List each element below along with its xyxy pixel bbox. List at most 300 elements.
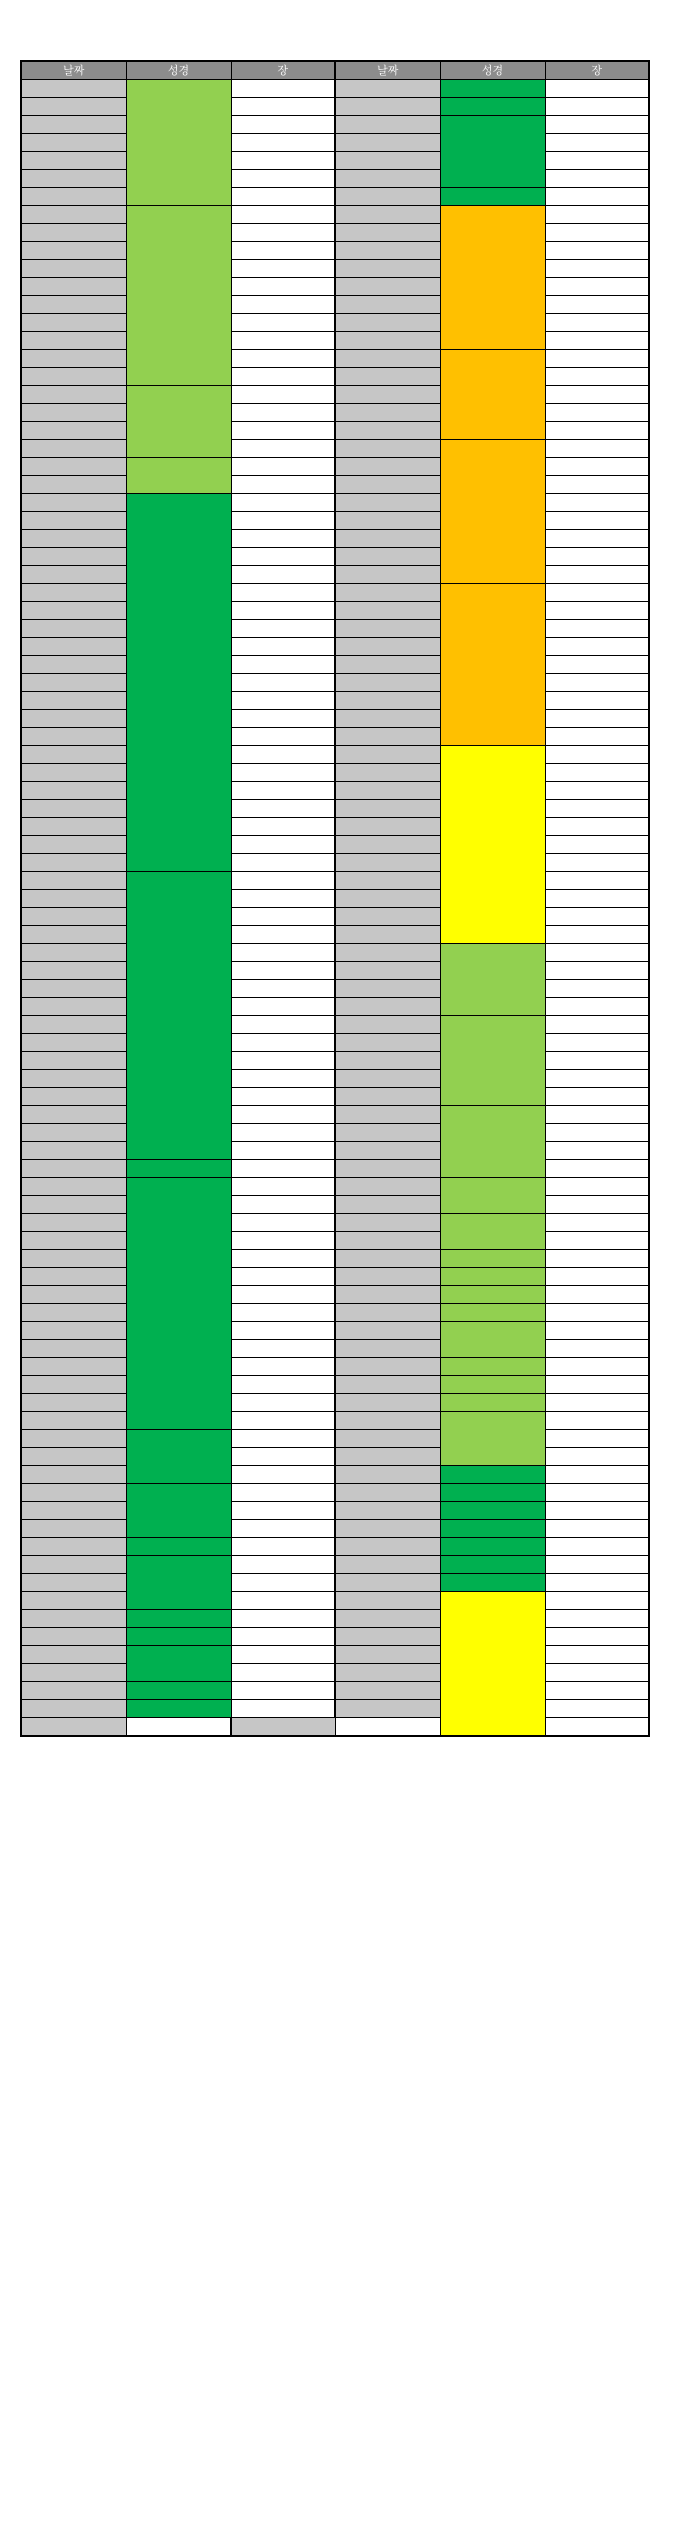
date-cell <box>21 1124 126 1142</box>
date-cell <box>335 1448 440 1466</box>
date-cell <box>335 836 440 854</box>
chapter-cell <box>545 1232 649 1250</box>
chapter-cell <box>545 1700 649 1718</box>
chapter-cell <box>545 422 649 440</box>
table-row <box>21 656 649 674</box>
date-cell <box>21 188 126 206</box>
date-cell <box>21 350 126 368</box>
date-cell <box>335 782 440 800</box>
date-cell <box>21 1538 126 1556</box>
chapter-cell <box>545 458 649 476</box>
table-row <box>21 1340 649 1358</box>
chapter-cell <box>231 656 335 674</box>
date-cell <box>21 962 126 980</box>
book-cell <box>126 872 231 1160</box>
book-cell <box>440 584 545 746</box>
chapter-cell <box>545 1142 649 1160</box>
date-cell <box>335 926 440 944</box>
chapter-cell <box>231 1628 335 1646</box>
date-cell <box>21 260 126 278</box>
chapter-cell <box>231 1520 335 1538</box>
date-cell <box>21 1574 126 1592</box>
chapter-cell <box>231 224 335 242</box>
book-cell <box>126 206 231 386</box>
date-cell <box>21 1214 126 1232</box>
table-row <box>21 1106 649 1124</box>
chapter-cell <box>231 1592 335 1610</box>
chapter-cell <box>545 710 649 728</box>
date-cell <box>231 1718 335 1737</box>
book-cell <box>126 80 231 206</box>
chapter-cell <box>231 116 335 134</box>
chapter-cell <box>545 1322 649 1340</box>
chapter-cell <box>545 476 649 494</box>
chapter-cell <box>231 476 335 494</box>
chapter-cell <box>231 764 335 782</box>
chapter-cell <box>545 1286 649 1304</box>
chapter-cell <box>231 1538 335 1556</box>
table-row <box>21 1178 649 1196</box>
date-cell <box>21 1358 126 1376</box>
table-row <box>21 1430 649 1448</box>
book-cell <box>440 746 545 944</box>
date-cell <box>21 368 126 386</box>
date-cell <box>335 1052 440 1070</box>
chapter-cell <box>231 404 335 422</box>
chapter-cell <box>231 458 335 476</box>
chapter-cell <box>545 386 649 404</box>
date-cell <box>21 1700 126 1718</box>
date-cell <box>21 1340 126 1358</box>
book-cell <box>440 1412 545 1466</box>
table-row <box>21 728 649 746</box>
book-cell <box>440 1484 545 1502</box>
chapter-cell <box>545 314 649 332</box>
chapter-cell <box>231 1574 335 1592</box>
chapter-cell <box>231 350 335 368</box>
date-cell <box>21 818 126 836</box>
book-cell <box>440 1376 545 1394</box>
date-cell <box>21 1178 126 1196</box>
chapter-cell <box>545 116 649 134</box>
date-cell <box>21 944 126 962</box>
chapter-cell <box>545 566 649 584</box>
chapter-cell <box>231 1664 335 1682</box>
chapter-cell <box>545 1304 649 1322</box>
chapter-cell <box>545 368 649 386</box>
table-row <box>21 116 649 134</box>
table-row <box>21 1448 649 1466</box>
book-cell <box>440 1322 545 1358</box>
date-cell <box>21 1322 126 1340</box>
book-cell <box>440 206 545 350</box>
chapter-cell <box>545 1664 649 1682</box>
book-cell <box>126 1484 231 1538</box>
date-cell <box>335 674 440 692</box>
chapter-cell <box>545 1358 649 1376</box>
date-cell <box>335 1502 440 1520</box>
table-row <box>21 1232 649 1250</box>
book-cell <box>440 1178 545 1214</box>
table-row <box>21 1520 649 1538</box>
chapter-cell <box>545 854 649 872</box>
chapter-cell <box>231 692 335 710</box>
table-row <box>21 944 649 962</box>
table-row <box>21 530 649 548</box>
date-cell <box>335 350 440 368</box>
chapter-cell <box>231 1016 335 1034</box>
book-cell <box>440 1466 545 1484</box>
chapter-cell <box>231 512 335 530</box>
date-cell <box>335 1538 440 1556</box>
date-cell <box>335 1466 440 1484</box>
date-cell <box>21 278 126 296</box>
date-cell <box>335 728 440 746</box>
date-cell <box>21 80 126 98</box>
chapter-cell <box>545 1088 649 1106</box>
date-cell <box>335 800 440 818</box>
book-cell <box>126 1178 231 1430</box>
table-row <box>21 314 649 332</box>
date-cell <box>21 98 126 116</box>
date-cell <box>21 782 126 800</box>
book-cell <box>440 80 545 98</box>
chapter-cell <box>231 1088 335 1106</box>
date-cell <box>335 962 440 980</box>
date-cell <box>335 1250 440 1268</box>
date-cell <box>21 1430 126 1448</box>
date-cell <box>335 854 440 872</box>
table-row <box>21 1250 649 1268</box>
chapter-cell <box>231 332 335 350</box>
chapter-cell <box>545 206 649 224</box>
date-cell <box>335 1556 440 1574</box>
date-cell <box>335 188 440 206</box>
table-row <box>21 476 649 494</box>
table-row <box>21 494 649 512</box>
chapter-cell <box>545 872 649 890</box>
chapter-cell <box>545 908 649 926</box>
chapter-cell <box>231 584 335 602</box>
chapter-cell <box>545 98 649 116</box>
chapter-cell <box>231 998 335 1016</box>
chapter-cell <box>231 494 335 512</box>
chapter-cell <box>545 728 649 746</box>
chapter-cell <box>545 80 649 98</box>
date-cell <box>21 1682 126 1700</box>
table-row <box>21 890 649 908</box>
chapter-cell <box>231 1556 335 1574</box>
table-row <box>21 1196 649 1214</box>
table-row <box>21 1682 649 1700</box>
table-row <box>21 1160 649 1178</box>
chapter-cell <box>545 656 649 674</box>
chapter-cell <box>545 134 649 152</box>
table-row <box>21 1376 649 1394</box>
date-cell <box>21 1304 126 1322</box>
date-cell <box>335 1322 440 1340</box>
date-cell <box>335 1286 440 1304</box>
chapter-cell <box>231 836 335 854</box>
book-cell <box>440 944 545 1016</box>
chapter-cell <box>545 404 649 422</box>
table-row <box>21 1034 649 1052</box>
chapter-cell <box>545 170 649 188</box>
book-cell <box>440 1502 545 1520</box>
table-row <box>21 1664 649 1682</box>
date-cell <box>335 116 440 134</box>
reading-plan-table <box>20 60 650 1737</box>
chapter-cell <box>231 980 335 998</box>
chapter-cell <box>545 1520 649 1538</box>
chapter-cell <box>545 512 649 530</box>
book-cell <box>440 1556 545 1574</box>
table-row <box>21 278 649 296</box>
chapter-cell <box>231 1052 335 1070</box>
table-row <box>21 1088 649 1106</box>
chapter-cell <box>231 1034 335 1052</box>
date-cell <box>335 1610 440 1628</box>
book-cell <box>440 1358 545 1376</box>
chapter-cell <box>231 98 335 116</box>
chapter-cell <box>231 926 335 944</box>
table-row <box>21 440 649 458</box>
date-cell <box>335 584 440 602</box>
date-cell <box>335 1016 440 1034</box>
date-cell <box>335 512 440 530</box>
date-cell <box>335 998 440 1016</box>
chapter-cell <box>545 1340 649 1358</box>
date-cell <box>21 1052 126 1070</box>
date-cell <box>21 1142 126 1160</box>
table-row <box>21 584 649 602</box>
date-cell <box>335 1646 440 1664</box>
table-row <box>21 710 649 728</box>
date-cell <box>21 1268 126 1286</box>
date-cell <box>335 224 440 242</box>
table-row <box>21 620 649 638</box>
date-cell <box>21 872 126 890</box>
chapter-cell <box>545 1106 649 1124</box>
date-cell <box>335 368 440 386</box>
chapter-cell <box>231 368 335 386</box>
date-cell <box>21 602 126 620</box>
table-row <box>21 224 649 242</box>
date-cell <box>335 1700 440 1718</box>
chapter-cell <box>545 1376 649 1394</box>
chapter-cell <box>231 296 335 314</box>
date-cell <box>335 80 440 98</box>
book-cell <box>440 1520 545 1538</box>
date-cell <box>335 1574 440 1592</box>
date-cell <box>21 458 126 476</box>
date-cell <box>21 1610 126 1628</box>
date-cell <box>21 908 126 926</box>
chapter-cell <box>231 1448 335 1466</box>
date-cell <box>335 1304 440 1322</box>
table-row <box>21 134 649 152</box>
chapter-cell <box>545 1070 649 1088</box>
date-cell <box>335 1106 440 1124</box>
chapter-cell <box>231 1214 335 1232</box>
date-cell <box>335 980 440 998</box>
header-chapter-right: 장 <box>545 61 649 80</box>
chapter-cell <box>545 800 649 818</box>
table-row <box>21 152 649 170</box>
chapter-cell <box>545 962 649 980</box>
date-cell <box>335 98 440 116</box>
date-cell <box>21 314 126 332</box>
date-cell <box>21 566 126 584</box>
chapter-cell <box>545 1178 649 1196</box>
chapter-cell <box>545 944 649 962</box>
chapter-cell <box>545 998 649 1016</box>
chapter-cell <box>545 1610 649 1628</box>
chapter-cell <box>231 1304 335 1322</box>
date-cell <box>21 1718 126 1737</box>
header-book-left: 성경 <box>126 61 231 80</box>
chapter-cell <box>545 1574 649 1592</box>
date-cell <box>335 1340 440 1358</box>
chapter-cell <box>545 1556 649 1574</box>
date-cell <box>21 1448 126 1466</box>
date-cell <box>335 1124 440 1142</box>
chapter-cell <box>231 548 335 566</box>
table-row <box>21 818 649 836</box>
date-cell <box>335 1412 440 1430</box>
chapter-cell <box>231 152 335 170</box>
table-row <box>21 1322 649 1340</box>
table-row <box>21 422 649 440</box>
chapter-cell <box>335 1718 440 1737</box>
date-cell <box>21 494 126 512</box>
book-cell <box>440 1538 545 1556</box>
date-cell <box>335 656 440 674</box>
date-cell <box>21 1088 126 1106</box>
table-row <box>21 602 649 620</box>
book-cell <box>126 1682 231 1700</box>
chapter-cell <box>231 620 335 638</box>
date-cell <box>335 872 440 890</box>
chapter-cell <box>231 134 335 152</box>
table-row <box>21 260 649 278</box>
book-cell <box>126 1628 231 1646</box>
date-cell <box>21 404 126 422</box>
date-cell <box>21 764 126 782</box>
chapter-cell <box>545 350 649 368</box>
chapter-cell <box>231 1412 335 1430</box>
date-cell <box>21 1016 126 1034</box>
chapter-cell <box>231 782 335 800</box>
date-cell <box>335 278 440 296</box>
chapter-cell <box>545 584 649 602</box>
chapter-cell <box>545 1268 649 1286</box>
chapter-cell <box>545 242 649 260</box>
table-row <box>21 1484 649 1502</box>
table-row <box>21 332 649 350</box>
date-cell <box>21 926 126 944</box>
table-row <box>21 692 649 710</box>
chapter-cell <box>545 224 649 242</box>
date-cell <box>21 548 126 566</box>
date-cell <box>335 1682 440 1700</box>
chapter-cell <box>231 530 335 548</box>
table-row <box>21 1394 649 1412</box>
chapter-cell <box>545 602 649 620</box>
table-row <box>21 998 649 1016</box>
chapter-cell <box>231 674 335 692</box>
date-cell <box>335 152 440 170</box>
date-cell <box>21 710 126 728</box>
book-cell <box>126 1700 231 1718</box>
chapter-cell <box>231 314 335 332</box>
table-row <box>21 1610 649 1628</box>
date-cell <box>21 386 126 404</box>
chapter-cell <box>231 944 335 962</box>
date-cell <box>335 944 440 962</box>
date-cell <box>21 530 126 548</box>
date-cell <box>335 566 440 584</box>
table-row <box>21 836 649 854</box>
chapter-cell <box>231 188 335 206</box>
chapter-cell <box>545 890 649 908</box>
book-cell <box>440 1250 545 1268</box>
date-cell <box>21 890 126 908</box>
table-row <box>21 1214 649 1232</box>
chapter-cell <box>231 1160 335 1178</box>
chapter-cell <box>545 332 649 350</box>
chapter-cell <box>545 1052 649 1070</box>
date-cell <box>335 1088 440 1106</box>
date-cell <box>21 1484 126 1502</box>
chapter-cell <box>231 1466 335 1484</box>
table-row <box>21 242 649 260</box>
book-cell <box>440 1394 545 1412</box>
date-cell <box>335 422 440 440</box>
book-cell <box>126 1610 231 1628</box>
date-cell <box>335 1430 440 1448</box>
chapter-cell <box>231 890 335 908</box>
chapter-cell <box>231 206 335 224</box>
chapter-cell <box>231 800 335 818</box>
book-cell <box>126 1646 231 1682</box>
date-cell <box>335 1232 440 1250</box>
date-cell <box>335 764 440 782</box>
chapter-cell <box>545 1160 649 1178</box>
table-row <box>21 1268 649 1286</box>
table-row <box>21 188 649 206</box>
date-cell <box>21 1520 126 1538</box>
book-cell <box>440 1592 545 1737</box>
chapter-cell <box>231 1178 335 1196</box>
chapter-cell <box>545 782 649 800</box>
date-cell <box>21 1160 126 1178</box>
chapter-cell <box>231 1682 335 1700</box>
book-cell <box>440 1214 545 1250</box>
book-cell <box>126 1538 231 1556</box>
chapter-cell <box>545 674 649 692</box>
date-cell <box>335 332 440 350</box>
table-row <box>21 926 649 944</box>
book-cell <box>126 458 231 494</box>
book-cell <box>126 494 231 872</box>
chapter-cell <box>545 980 649 998</box>
date-cell <box>335 494 440 512</box>
table-row <box>21 1412 649 1430</box>
date-cell <box>335 1592 440 1610</box>
book-cell <box>440 1016 545 1106</box>
chapter-cell <box>231 1394 335 1412</box>
